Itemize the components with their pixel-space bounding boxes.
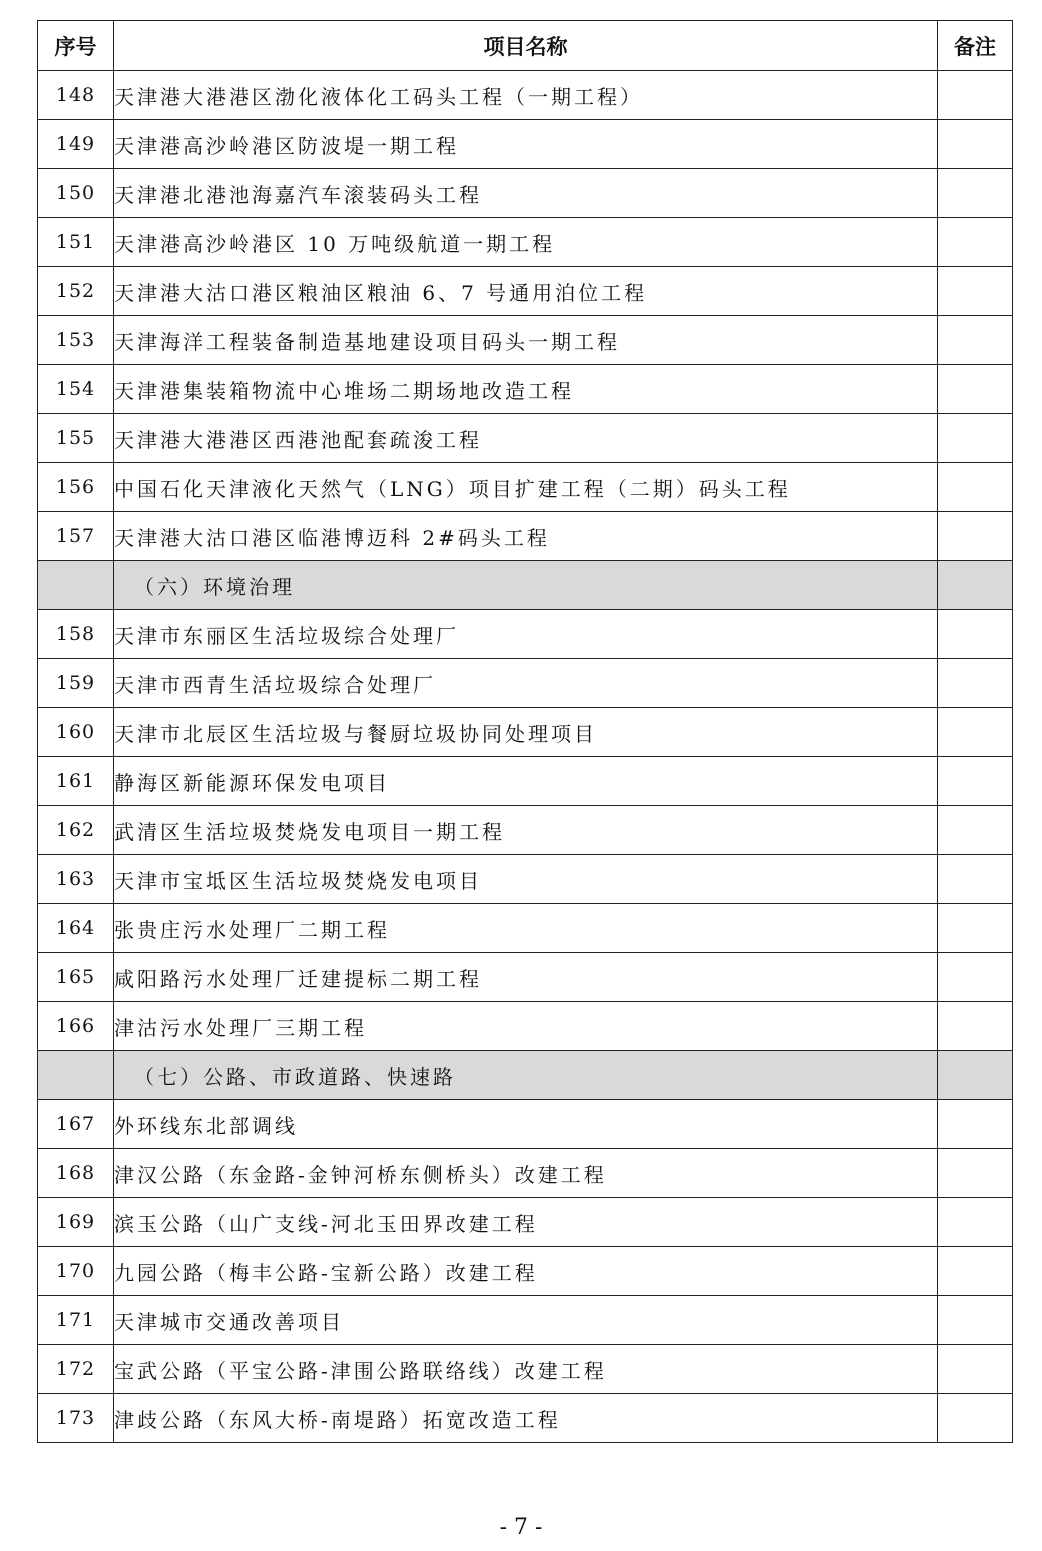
row-number-cell: 148 (38, 71, 114, 120)
table-header-row (38, 21, 1013, 71)
project-name-cell: 津汉公路（东金路-金钟河桥东侧桥头）改建工程 (114, 1149, 938, 1198)
row-number-cell: 160 (38, 708, 114, 757)
note-cell (938, 169, 1013, 218)
table-row (38, 1345, 1013, 1394)
row-number-cell: 156 (38, 463, 114, 512)
note-cell (938, 1100, 1013, 1149)
project-name-cell: 宝武公路（平宝公路-津围公路联络线）改建工程 (114, 1345, 938, 1394)
row-number-cell: 173 (38, 1394, 114, 1443)
project-name-cell: 武清区生活垃圾焚烧发电项目一期工程 (114, 806, 938, 855)
row-number-cell: 159 (38, 659, 114, 708)
note-cell (938, 1051, 1013, 1100)
table-row (38, 1100, 1013, 1149)
note-cell (938, 414, 1013, 463)
table-row (38, 512, 1013, 561)
note-cell (938, 316, 1013, 365)
header-name: 项目名称 (114, 21, 938, 71)
note-cell (938, 463, 1013, 512)
project-name-cell: 津歧公路（东风大桥-南堤路）拓宽改造工程 (114, 1394, 938, 1443)
project-name-cell: 天津港大沽口港区临港博迈科 2#码头工程 (114, 512, 938, 561)
note-cell (938, 1394, 1013, 1443)
note-cell (938, 561, 1013, 610)
project-name-cell: 外环线东北部调线 (114, 1100, 938, 1149)
table-row (38, 316, 1013, 365)
table-row (38, 904, 1013, 953)
project-name-cell: （六）环境治理 (114, 561, 938, 610)
table-row (38, 120, 1013, 169)
table-row (38, 365, 1013, 414)
row-number-cell: 172 (38, 1345, 114, 1394)
row-number-cell: 157 (38, 512, 114, 561)
table-row (38, 1296, 1013, 1345)
header-note: 备注 (938, 21, 1013, 71)
row-number-cell: 153 (38, 316, 114, 365)
project-name-cell: 天津港高沙岭港区 10 万吨级航道一期工程 (114, 218, 938, 267)
row-number-cell: 163 (38, 855, 114, 904)
note-cell (938, 708, 1013, 757)
note-cell (938, 904, 1013, 953)
row-number-cell: 152 (38, 267, 114, 316)
project-table (37, 20, 1013, 1443)
project-name-cell: 天津港大沽口港区粮油区粮油 6、7 号通用泊位工程 (114, 267, 938, 316)
row-number-cell: 158 (38, 610, 114, 659)
project-name-cell: 天津市北辰区生活垃圾与餐厨垃圾协同处理项目 (114, 708, 938, 757)
row-number-cell: 155 (38, 414, 114, 463)
table-row (38, 1149, 1013, 1198)
project-name-cell: 天津港大港港区渤化液体化工码头工程（一期工程） (114, 71, 938, 120)
row-number-cell: 171 (38, 1296, 114, 1345)
project-name-cell: 静海区新能源环保发电项目 (114, 757, 938, 806)
table-row (38, 659, 1013, 708)
project-name-cell: 天津城市交通改善项目 (114, 1296, 938, 1345)
table-row (38, 1002, 1013, 1051)
row-number-cell: 170 (38, 1247, 114, 1296)
note-cell (938, 120, 1013, 169)
note-cell (938, 1002, 1013, 1051)
row-number-cell: 167 (38, 1100, 114, 1149)
header-no: 序号 (38, 21, 114, 71)
note-cell (938, 218, 1013, 267)
note-cell (938, 953, 1013, 1002)
row-number-cell (38, 1051, 114, 1100)
table-row (38, 953, 1013, 1002)
table-row (38, 708, 1013, 757)
project-name-cell: 天津市西青生活垃圾综合处理厂 (114, 659, 938, 708)
note-cell (938, 1247, 1013, 1296)
table-row (38, 610, 1013, 659)
project-name-cell: 中国石化天津液化天然气（LNG）项目扩建工程（二期）码头工程 (114, 463, 938, 512)
note-cell (938, 1296, 1013, 1345)
row-number-cell: 169 (38, 1198, 114, 1247)
project-name-cell: 天津港集装箱物流中心堆场二期场地改造工程 (114, 365, 938, 414)
table-row (38, 855, 1013, 904)
project-name-cell: 津沽污水处理厂三期工程 (114, 1002, 938, 1051)
table-row (38, 1394, 1013, 1443)
table-row (38, 806, 1013, 855)
project-name-cell: 九园公路（梅丰公路-宝新公路）改建工程 (114, 1247, 938, 1296)
note-cell (938, 757, 1013, 806)
page-number: - 7 - (499, 1515, 543, 1540)
project-name-cell: 张贵庄污水处理厂二期工程 (114, 904, 938, 953)
project-name-cell: 滨玉公路（山广支线-河北玉田界改建工程 (114, 1198, 938, 1247)
table-row (38, 1247, 1013, 1296)
table-row (38, 71, 1013, 120)
table-row (38, 1198, 1013, 1247)
table-row (38, 757, 1013, 806)
row-number-cell: 168 (38, 1149, 114, 1198)
table-row (38, 218, 1013, 267)
row-number-cell: 149 (38, 120, 114, 169)
project-name-cell: （七）公路、市政道路、快速路 (114, 1051, 938, 1100)
table-row (38, 463, 1013, 512)
note-cell (938, 365, 1013, 414)
row-number-cell: 166 (38, 1002, 114, 1051)
note-cell (938, 610, 1013, 659)
note-cell (938, 1198, 1013, 1247)
note-cell (938, 267, 1013, 316)
row-number-cell: 162 (38, 806, 114, 855)
note-cell (938, 1149, 1013, 1198)
row-number-cell: 150 (38, 169, 114, 218)
table-row (38, 414, 1013, 463)
note-cell (938, 1345, 1013, 1394)
row-number-cell: 151 (38, 218, 114, 267)
note-cell (938, 855, 1013, 904)
section-row (38, 1051, 1013, 1100)
row-number-cell: 154 (38, 365, 114, 414)
table-body (38, 71, 1013, 1443)
project-name-cell: 天津市东丽区生活垃圾综合处理厂 (114, 610, 938, 659)
row-number-cell (38, 561, 114, 610)
section-row (38, 561, 1013, 610)
note-cell (938, 71, 1013, 120)
table-row (38, 267, 1013, 316)
project-name-cell: 咸阳路污水处理厂迁建提标二期工程 (114, 953, 938, 1002)
table-row (38, 169, 1013, 218)
project-name-cell: 天津市宝坻区生活垃圾焚烧发电项目 (114, 855, 938, 904)
project-name-cell: 天津港北港池海嘉汽车滚装码头工程 (114, 169, 938, 218)
project-name-cell: 天津港高沙岭港区防波堤一期工程 (114, 120, 938, 169)
row-number-cell: 164 (38, 904, 114, 953)
project-name-cell: 天津海洋工程装备制造基地建设项目码头一期工程 (114, 316, 938, 365)
note-cell (938, 512, 1013, 561)
row-number-cell: 161 (38, 757, 114, 806)
note-cell (938, 806, 1013, 855)
project-name-cell: 天津港大港港区西港池配套疏浚工程 (114, 414, 938, 463)
note-cell (938, 659, 1013, 708)
row-number-cell: 165 (38, 953, 114, 1002)
